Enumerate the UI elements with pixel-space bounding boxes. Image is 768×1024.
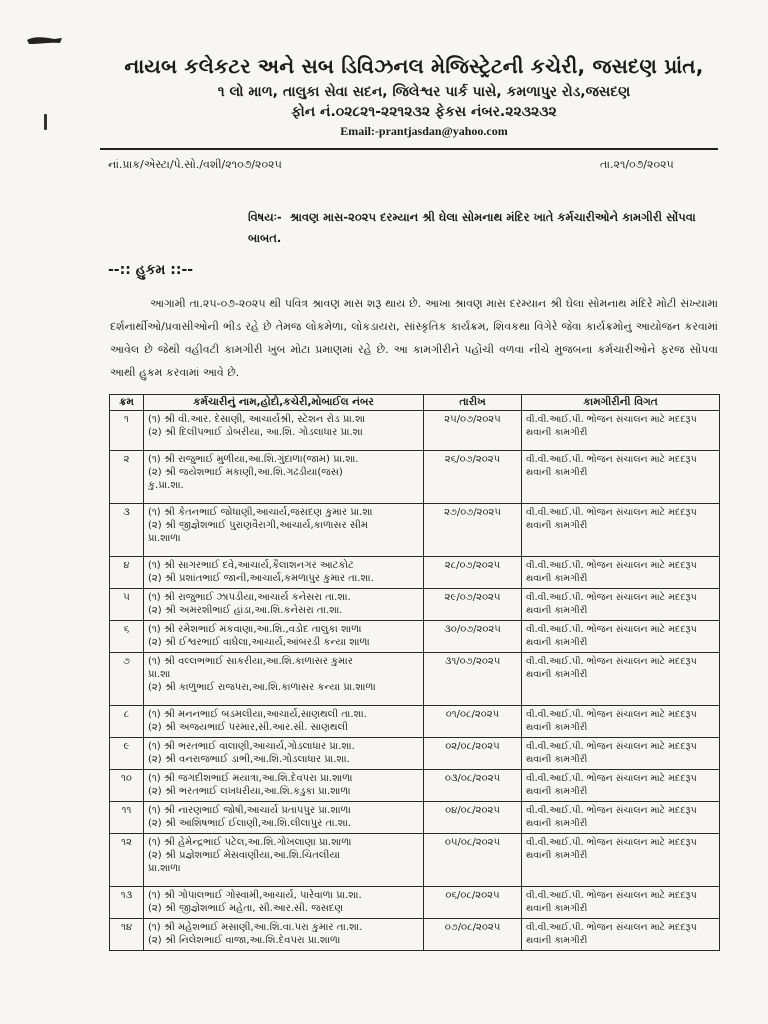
employee-line: (૨) શ્રી વનરાજભાઈ ડાભી,આ.શિ.ગોડલાધાર પ્રા.શા.	[148, 754, 350, 765]
row-serial: ૩	[110, 504, 144, 557]
row-work-detail: વી.વી.આઈ.પી. ભોજન સંચાલન માટે મદદરૂપ થવાની કામગીરી	[522, 504, 720, 557]
employee-line: (૨) શ્રી દિલીપભાઈ ડોબરીયા, આ.શિ. ગોડલાધાર પ્રા.શા	[148, 427, 363, 438]
row-serial: ૧૪	[110, 919, 144, 951]
employee-line: પ્રા.શાળા	[148, 863, 181, 874]
header-divider	[100, 148, 718, 150]
employee-line: (૨) શ્રી કાળુભાઈ રાજપરા,આ.શિ.કાળાસર કન્યા પ્રા.શાળા	[148, 682, 376, 693]
row-date: ૦૨/૦૮/૨૦૨૫	[424, 738, 522, 770]
subject-label: વિષયઃ-	[248, 210, 282, 224]
office-email: Email:-prantjasdan@yahoo.com	[340, 124, 508, 138]
row-date: ૦૩/૦૮/૨૦૨૫	[424, 770, 522, 802]
row-employees	[144, 834, 424, 887]
employee-line: (૨) શ્રી જીજ્ઞેશભાઈ મહેતા, સી.આર.સી. જસદણ	[148, 903, 344, 914]
employee-line: (૨) શ્રી પ્રજ્ઞેશભાઈ મેસવાણીયા,આ.શિ.ચિતલીયા	[148, 850, 340, 861]
reference-number: નાં.પ્રાક/એસ્ટા/પે.સો./વશી/૨૧૦૭/૨૦૨૫	[108, 158, 282, 171]
employee-line: (૨) શ્રી જયેશભાઈ મકાણી,આ.શિ.ગઢડીયા(જસ)	[148, 467, 343, 478]
row-serial: ૯	[110, 738, 144, 770]
row-serial: ૭	[110, 653, 144, 706]
row-employees	[144, 802, 424, 834]
table-row	[110, 834, 720, 887]
row-serial: ૪	[110, 557, 144, 589]
row-employees	[144, 589, 424, 621]
subject-line	[248, 207, 718, 249]
table-header-row	[110, 395, 720, 411]
employee-line: (૨) શ્રી ઈશ્વરભાઈ વાઘેલા,આચાર્ય,આંબરડી કન્યા શાળા	[148, 637, 370, 648]
employee-line: (૧) શ્રી વલ્લભભાઈ સાકરીયા,આ.શિ.કાળાસર કુમાર	[148, 656, 353, 667]
row-date: ૦૫/૦૮/૨૦૨૫	[424, 834, 522, 887]
ink-mark	[26, 34, 64, 48]
row-work-detail: વી.વી.આઈ.પી. ભોજન સંચાલન માટે મદદરૂપ થવાની કામગીરી	[522, 557, 720, 589]
row-serial: ૧૧	[110, 802, 144, 834]
row-date: ૦૧/૦૮/૨૦૨૫	[424, 706, 522, 738]
row-serial: ૮	[110, 706, 144, 738]
row-serial: ૧	[110, 411, 144, 451]
header-employee: કર્મચારીનું નામ,હોદો,કચેરી,મોબાઈલ નંબર	[144, 395, 424, 411]
row-work-detail: વી.વી.આઈ.પી. ભોજન સંચાલન માટે મદદરૂપ થવાની કામગીરી	[522, 770, 720, 802]
reference-date: તા.૨૧/૦૭/૨૦૨૫	[600, 158, 674, 171]
row-date: ૨૯/૦૭/૨૦૨૫	[424, 589, 522, 621]
table-row	[110, 621, 720, 653]
office-phone: ફોન નં.૦૨૮૨૧-૨૨૧૨૩૨ ફેકસ નંબર.૨૨૩૨૩૨	[291, 104, 557, 120]
row-serial: ૧૩	[110, 887, 144, 919]
table-row	[110, 504, 720, 557]
employee-line: (૨) શ્રી જીજ્ઞેશભાઈ પુરાણવૈરાગી,આચાર્ય,કાળાસર સીમ	[148, 520, 368, 531]
row-work-detail: વી.વી.આઈ.પી. ભોજન સંચાલન માટે મદદરૂપ થવાની કામગીરી	[522, 919, 720, 951]
employee-line: (૧) શ્રી રાજુભાઈ મુળીયા,આ.શિ.ગુંદાળા(જામ) પ્રા.શા.	[148, 454, 359, 465]
row-date: ૩૦/૦૭/૨૦૨૫	[424, 621, 522, 653]
row-employees	[144, 411, 424, 451]
table-row	[110, 919, 720, 951]
table-row	[110, 557, 720, 589]
employee-line: (૧) શ્રી મહેશભાઈ મસાણી,આ.શિ.વા.પરા કુમાર તા.શા.	[148, 922, 363, 933]
row-employees	[144, 621, 424, 653]
employee-line: પ્રા.શાળા	[148, 533, 181, 544]
duty-roster-table	[109, 394, 720, 951]
row-date: ૨૮/૦૭/૨૦૨૫	[424, 557, 522, 589]
table-body	[110, 411, 720, 951]
header-date: તારીખ	[424, 395, 522, 411]
subject-text: શ્રાવણ માસ-૨૦૨૫ દરમ્યાન શ્રી ઘેલા સોમનાથ મંદિર ખાતે કર્મચારીઓને કામગીરી સોંપવા બાબત.	[248, 210, 696, 245]
row-employees	[144, 919, 424, 951]
row-date: ૨૬/૦૭/૨૦૨૫	[424, 451, 522, 504]
table-row	[110, 589, 720, 621]
row-work-detail: વી.વી.આઈ.પી. ભોજન સંચાલન માટે મદદરૂપ થવાની કામગીરી	[522, 834, 720, 887]
employee-line: (૨) શ્રી નિલેશભાઈ વાજા,આ.શિ.દેવપરા પ્રા.શાળા	[148, 935, 341, 946]
order-heading: --:: હુકમ ::--	[108, 262, 194, 278]
row-employees	[144, 451, 424, 504]
row-serial: ૧૦	[110, 770, 144, 802]
employee-line: (૧) શ્રી રમેશભાઈ મકવાણા,આ.શિ.,વડોદ તાલુકા શાળા	[148, 624, 362, 635]
row-work-detail: વી.વી.આઈ.પી. ભોજન સંચાલન માટે મદદરૂપ થવાની કામગીરી	[522, 706, 720, 738]
employee-line: (૧) શ્રી રાજુભાઈ ઝાપડીયા,આચાર્ય કનેસરા તા.શા.	[148, 592, 351, 603]
table-row	[110, 738, 720, 770]
employee-line: (૧) શ્રી ભરતભાઈ વાલાણી,આચાર્ય,ગોડલાધાર પ્રા.શા.	[148, 741, 355, 752]
row-work-detail: વી.વી.આઈ.પી. ભોજન સંચાલન માટે મદદરૂપ થવાની કામગીરી	[522, 621, 720, 653]
employee-line: (૧) શ્રી હેમેન્દ્રભાઈ પટેલ,આ.શિ.ગોખલાણા પ્રા.શાળા	[148, 837, 352, 848]
row-date: ૦૭/૦૮/૨૦૨૫	[424, 919, 522, 951]
employee-line: (૨) શ્રી આશિષભાઈ ઈલાણી,આ.શિ.લીલાપુર તા.શા.	[148, 818, 352, 829]
table-row	[110, 802, 720, 834]
row-date: ૨૫/૦૭/૨૦૨૫	[424, 411, 522, 451]
row-employees	[144, 887, 424, 919]
row-work-detail: વી.વી.આઈ.પી. ભોજન સંચાલન માટે મદદરૂપ થવાની કામગીરી	[522, 451, 720, 504]
row-work-detail: વી.વી.આઈ.પી. ભોજન સંચાલન માટે મદદરૂપ થવાની કામગીરી	[522, 738, 720, 770]
table-row	[110, 887, 720, 919]
row-employees	[144, 557, 424, 589]
table-row	[110, 706, 720, 738]
header-work: કામગીરીની વિગત	[522, 395, 720, 411]
order-body: આગામી તા.૨૫-૦૭-૨૦૨૫ થી પવિત્ર શ્રાવણ માસ શરૂ થાય છે. આખા શ્રાવણ માસ દરમ્યાન શ્રી ઘેલા સોમનાથ મંદિરે મોટી સંખ્યામા દર્શનાર્થીઓ/પ્રવાસીઓની ભીડ રહે છે તેમજ લોકમેળા, લોકડાયરા, સાંસ્કૃતિક કાર્યક્રમ, શિવકથા વિગેરે જેવા કાર્યક્રમોનું આયોજન કરવામાં આવેલ છે જેથી વહીવટી કામગીરી ખુબ મોટા પ્રમાણમાં રહે છે. આ કામગીરીને પહોંચી વળવા નીચે મુજબના કર્મચારીઓને ફરજ સોંપવા આથી હુકમ કરવામાં આવે છે.	[110, 297, 718, 379]
row-employees	[144, 738, 424, 770]
row-employees	[144, 653, 424, 706]
row-employees	[144, 770, 424, 802]
row-date: ૨૭/૦૭/૨૦૨૫	[424, 504, 522, 557]
row-employees	[144, 706, 424, 738]
row-work-detail: વી.વી.આઈ.પી. ભોજન સંચાલન માટે મદદરૂપ થવાની કામગીરી	[522, 411, 720, 451]
row-work-detail: વી.વી.આઈ.પી. ભોજન સંચાલન માટે મદદરૂપ થવાની કામગીરી	[522, 653, 720, 706]
row-work-detail: વી.વી.આઈ.પી. ભોજન સંચાલન માટે મદદરૂપ થવાની કામગીરી	[522, 589, 720, 621]
employee-line: પ્રા.શા	[148, 669, 171, 680]
table-row	[110, 411, 720, 451]
row-serial: ૨	[110, 451, 144, 504]
row-serial: ૫	[110, 589, 144, 621]
table-row	[110, 451, 720, 504]
row-work-detail: વી.વી.આઈ.પી. ભોજન સંચાલન માટે મદદરૂપ થવાની કામગીરી	[522, 802, 720, 834]
row-date: ૩૧/૦૭/૨૦૨૫	[424, 653, 522, 706]
table-row	[110, 653, 720, 706]
employee-line: (૧) શ્રી વી.આર. દેસાણી, આચાર્યશ્રી, સ્ટેશન રોડ પ્રા.શા	[148, 414, 366, 425]
row-work-detail: વી.વી.આઈ.પી. ભોજન સંચાલન માટે મદદરૂપ થવાની કામગીરી	[522, 887, 720, 919]
employee-line: (૧) શ્રી કેતનભાઈ જોધાણી,આચાર્ય,જસદણ કુમાર પ્રા.શા	[148, 507, 373, 518]
employee-line: (૧) શ્રી મનનભાઈ બડમલીયા,આચાર્ય,સાણથલી તા.શા.	[148, 709, 367, 720]
employee-line: (૧) શ્રી ગોપાલભાઈ ગોસ્વામી,આચાર્ય, પારેવાળા પ્રા.શા.	[148, 890, 362, 901]
row-employees	[144, 504, 424, 557]
row-serial: ૬	[110, 621, 144, 653]
employee-line: (૧) શ્રી સાગરભાઈ દવે,આચાર્ય,કૈલાશનગર આટકોટ	[148, 560, 354, 571]
employee-line: (૨) શ્રી અજયભાઈ પરમાર,સી.આર.સી. સાણથલી	[148, 722, 348, 733]
row-date: ૦૪/૦૮/૨૦૨૫	[424, 802, 522, 834]
table-row	[110, 770, 720, 802]
employee-line: (૧) શ્રી જગદીશભાઈ મયાત્રા,આ.શિ.દેવપરા પ્રા.શાળા	[148, 773, 353, 784]
row-serial: ૧૨	[110, 834, 144, 887]
employee-line: (૨) શ્રી પ્રશાંતભાઈ જાની,આચાર્ય,કમળાપુર કુમાર તા.શા.	[148, 573, 374, 584]
employee-line: (૨) શ્રી અમરશીભાઈ હાંડા,આ.શિ.કનેસરા તા.શા.	[148, 605, 343, 616]
row-date: ૦૬/૦૮/૨૦૨૫	[424, 887, 522, 919]
employee-line: (૧) શ્રી નારણભાઈ જોષી,આચાર્ય પ્રતાપપુર પ્રા.શાળા	[148, 805, 351, 816]
office-title: નાયબ કલેકટર અને સબ ડિવિઝનલ મેજિસ્ટ્રેટની કચેરી, જસદણ પ્રાંત,	[124, 54, 704, 78]
employee-line: કુ.પ્રા.શા.	[148, 480, 184, 491]
header-sr: ક્રમ	[110, 395, 144, 411]
office-address: ૧ લો માળ, તાલુકા સેવા સદન, જિલેશ્વર પાર્ક પાસે, કમળાપુર રોડ,જસદણ	[217, 84, 631, 100]
employee-line: (૨) શ્રી ભરતભાઈ લખધરીયા,આ.શિ.કડુકા પ્રા.શાળા	[148, 786, 351, 797]
